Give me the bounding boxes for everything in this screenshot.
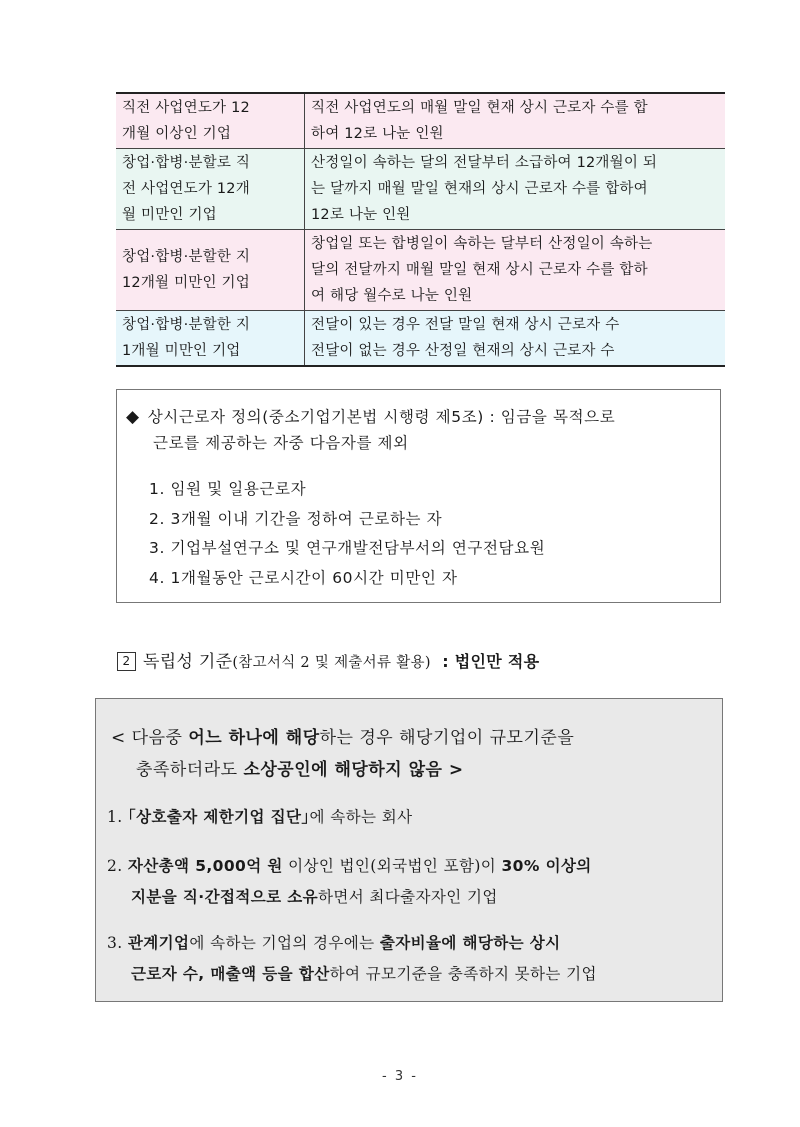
definition-line-2: 근로를 제공하는 자중 다음자를 제외 — [153, 434, 409, 452]
table-row — [116, 149, 725, 230]
criterion-cell — [116, 311, 305, 367]
cell-line: 전 사업연도가 12개 — [122, 181, 250, 197]
table-row — [116, 93, 725, 149]
cell-line: 1개월 미만인 기업 — [122, 343, 241, 359]
item-number: 2. — [107, 857, 128, 875]
cell-line: 는 달까지 매월 말일 현재의 상시 근로자 수를 합하여 — [311, 181, 648, 197]
method-cell — [305, 149, 726, 230]
item-emphasis: 30% 이상의 — [501, 857, 592, 875]
item-emphasis: ｢상호출자 제한기업 집단｣ — [127, 808, 310, 826]
independence-item-1 — [107, 802, 707, 833]
page-number: - 3 - — [382, 1069, 418, 1084]
section-reference: (참고서식 2 및 제출서류 활용) — [232, 655, 431, 671]
criterion-cell — [116, 230, 305, 311]
cell-line: 여 해당 월수로 나눈 인원 — [311, 288, 473, 304]
cell-line: 직전 사업연도의 매월 말일 현재 상시 근로자 수를 합 — [311, 100, 648, 116]
cell-line: 창업·합병·분할한 지 — [122, 317, 251, 333]
item-number: 3. — [107, 934, 128, 952]
regular-employee-definition-box — [116, 389, 721, 603]
item-number: 1. — [107, 808, 128, 826]
intro-text: 충족하더라도 — [136, 760, 244, 780]
item-text: 이상인 법인(외국법인 포함)이 — [282, 857, 502, 875]
section-heading — [117, 649, 539, 676]
independence-item-2 — [107, 851, 707, 913]
item-text: 에 속하는 기업의 경우에는 — [189, 934, 380, 952]
intro-emphasis: 어느 하나에 해당 — [188, 728, 320, 748]
cell-line: 창업·합병·분할한 지 — [122, 249, 251, 265]
item-text: 에 속하는 회사 — [309, 808, 413, 826]
independence-item-3 — [107, 928, 707, 990]
cell-line: 개월 이상인 기업 — [122, 126, 232, 142]
definition-heading — [126, 404, 716, 456]
table-row — [116, 230, 725, 311]
method-cell — [305, 93, 726, 149]
exclusion-list — [149, 475, 545, 594]
section-title: 독립성 기준 — [143, 652, 233, 672]
employee-count-criteria-table — [116, 92, 725, 367]
cell-line: 창업일 또는 합병일이 속하는 달부터 산정일이 속하는 — [311, 236, 653, 252]
section-note: : 법인만 적용 — [442, 652, 540, 671]
diamond-bullet-icon: ◆ — [126, 407, 140, 427]
list-item: 2. 3개월 이내 기간을 정하여 근로하는 자 — [149, 509, 443, 528]
item-emphasis: 자산총액 5,000억 원 — [127, 857, 283, 875]
definition-line-1: 상시근로자 정의(중소기업기본법 시행령 제5조) : 임금을 목적으로 — [147, 408, 616, 426]
table-row — [116, 311, 725, 367]
item-emphasis: 근로자 수, 매출액 등을 합산 — [131, 965, 330, 983]
item-text: 하면서 최다출자자인 기업 — [317, 888, 498, 906]
independence-intro — [111, 722, 711, 786]
intro-text: 하는 경우 해당기업이 규모기준을 — [319, 728, 575, 748]
item-emphasis: 관계기업 — [127, 934, 190, 952]
cell-line: 12개월 미만인 기업 — [122, 275, 250, 291]
item-emphasis: 지분을 직·간접적으로 소유 — [131, 888, 318, 906]
list-item: 3. 기업부설연구소 및 연구개발전담부서의 연구전담요원 — [149, 539, 546, 558]
section-number-box: 2 — [117, 652, 136, 671]
method-cell — [305, 311, 726, 367]
cell-line: 직전 사업연도가 12 — [122, 100, 250, 116]
criterion-cell — [116, 93, 305, 149]
intro-emphasis: 소상공인에 해당하지 않음 > — [243, 760, 464, 780]
cell-line: 전달이 없는 경우 산정일 현재의 상시 근로자 수 — [311, 343, 615, 359]
list-item: 4. 1개월동안 근로시간이 60시간 미만인 자 — [149, 569, 458, 588]
cell-line: 달의 전달까지 매월 말일 현재 상시 근로자 수를 합하 — [311, 262, 648, 278]
cell-line: 월 미만인 기업 — [122, 207, 217, 223]
item-text: 하여 규모기준을 충족하지 못하는 기업 — [329, 965, 597, 983]
list-item: 1. 임원 및 일용근로자 — [149, 480, 307, 498]
intro-text: < 다음중 — [111, 728, 189, 748]
item-emphasis: 출자비율에 해당하는 상시 — [379, 934, 561, 952]
criterion-cell — [116, 149, 305, 230]
cell-line: 전달이 있는 경우 전달 말일 현재 상시 근로자 수 — [311, 317, 620, 333]
cell-line: 산정일이 속하는 달의 전달부터 소급하여 12개월이 되 — [311, 155, 658, 171]
cell-line: 하여 12로 나눈 인원 — [311, 126, 444, 142]
cell-line: 12로 나눈 인원 — [311, 207, 411, 223]
cell-line: 창업·합병·분할로 직 — [122, 155, 251, 171]
method-cell — [305, 230, 726, 311]
